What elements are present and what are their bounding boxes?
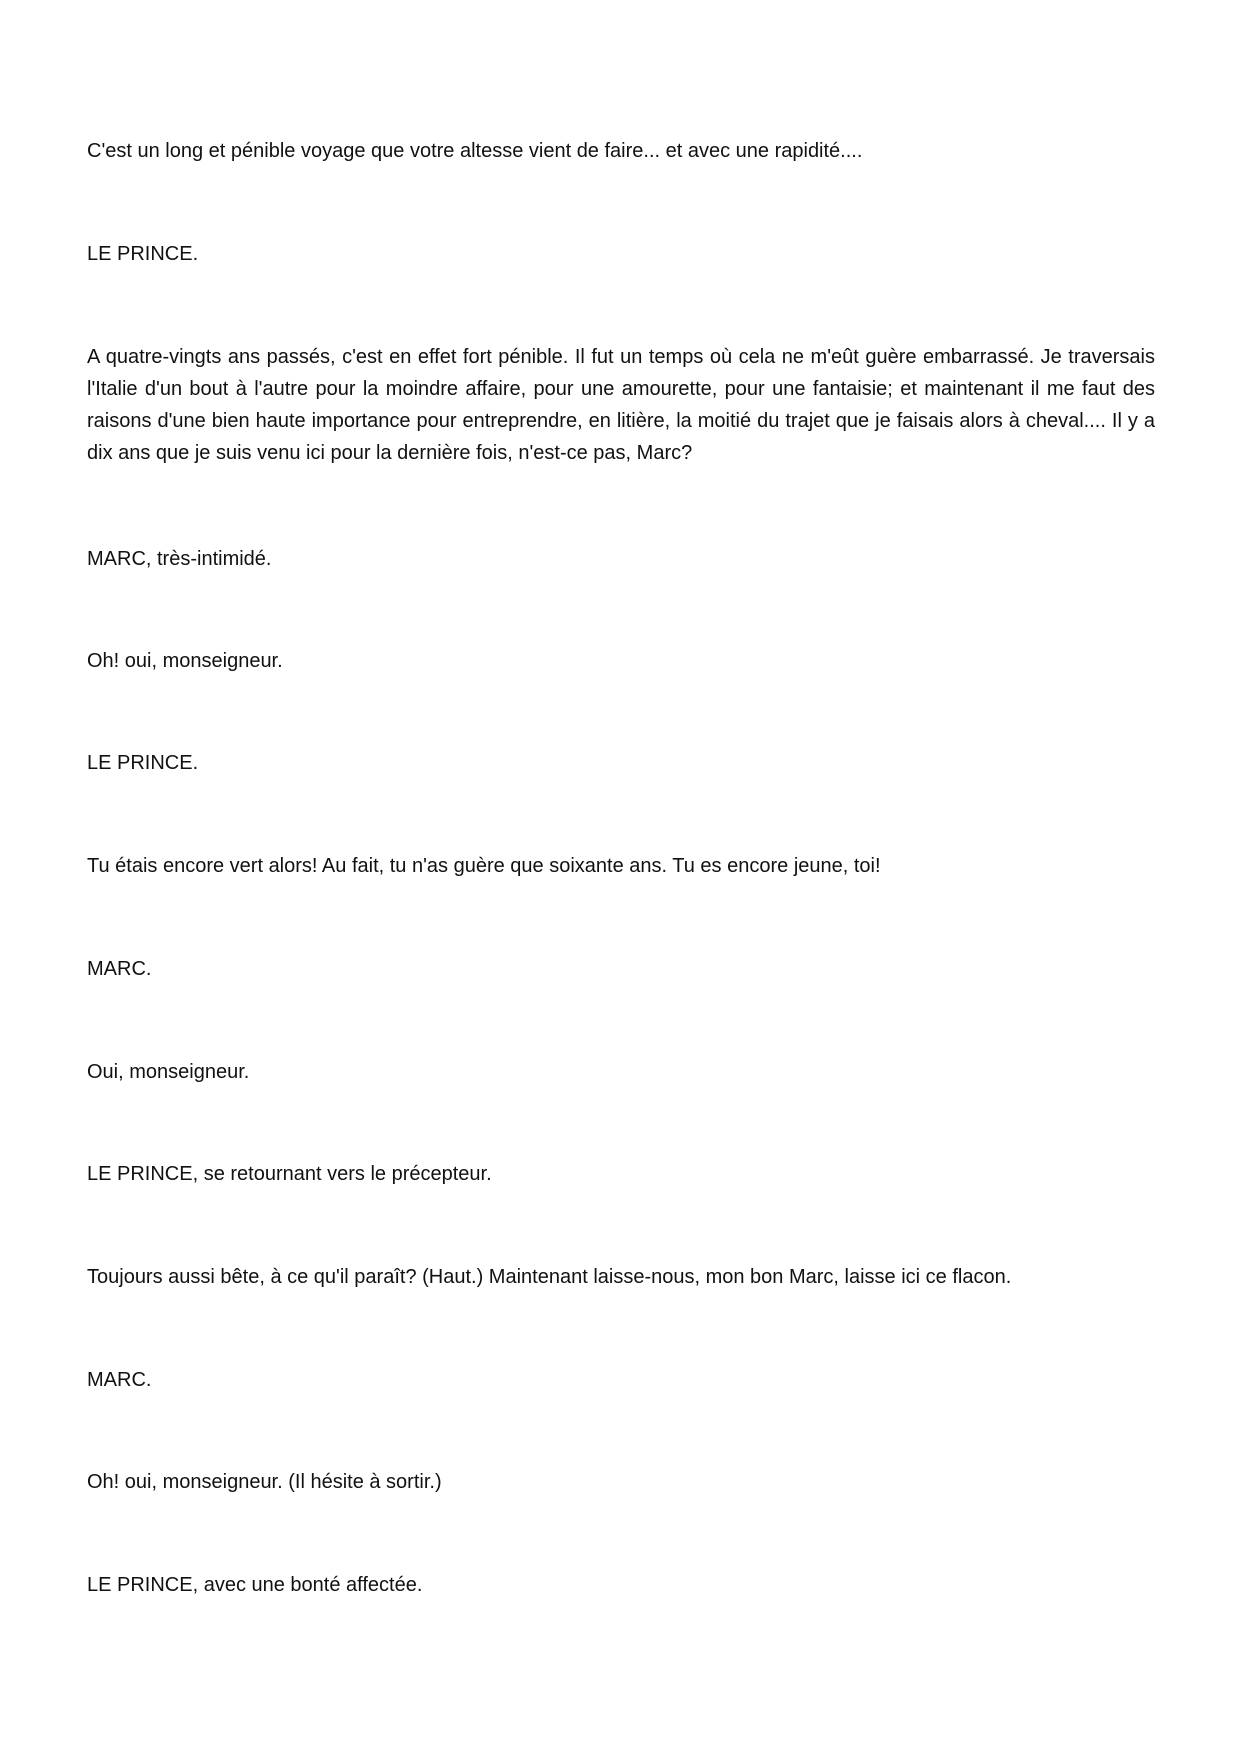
speech-line: Toujours aussi bête, à ce qu'il paraît? (Haut.) Maintenant laisse-nous, mon bon Marc, laisse ici ce flacon. [87,1266,1012,1288]
speaker-name: LE PRINCE, se retournant vers le précepteur. [87,1163,492,1185]
speaker-name: LE PRINCE, avec une bonté affectée. [87,1574,423,1596]
speech-line: Tu étais encore vert alors! Au fait, tu n'as guère que soixante ans. Tu es encore jeune, toi! [87,855,881,877]
speech-line: C'est un long et pénible voyage que votre altesse vient de faire... et avec une rapidité.... [87,140,863,162]
speech-line: Oh! oui, monseigneur. (Il hésite à sortir.) [87,1471,442,1493]
speaker-name: MARC. [87,1369,152,1391]
speaker-name: LE PRINCE. [87,243,199,265]
speech-line: Oui, monseigneur. [87,1061,250,1083]
speech-line: Oh! oui, monseigneur. [87,650,283,672]
speaker-name: LE PRINCE. [87,752,199,774]
speaker-name: MARC, très-intimidé. [87,548,272,570]
speaker-name: MARC. [87,958,152,980]
speech-paragraph: A quatre-vingts ans passés, c'est en effet fort pénible. Il fut un temps où cela ne m'eût guère embarrassé. Je traversais l'Italie d'un bout à l'autre pour la moindre affaire, pour une amourette, pour une fantaisie; et maintenant il me faut des raisons d'une bien haute importance pour entreprendre, en litière, la moitié du trajet que je faisais alors à cheval.... Il y a dix ans que je suis venu ici pour la dernière fois, n'est-ce pas, Marc? [87,346,1155,464]
